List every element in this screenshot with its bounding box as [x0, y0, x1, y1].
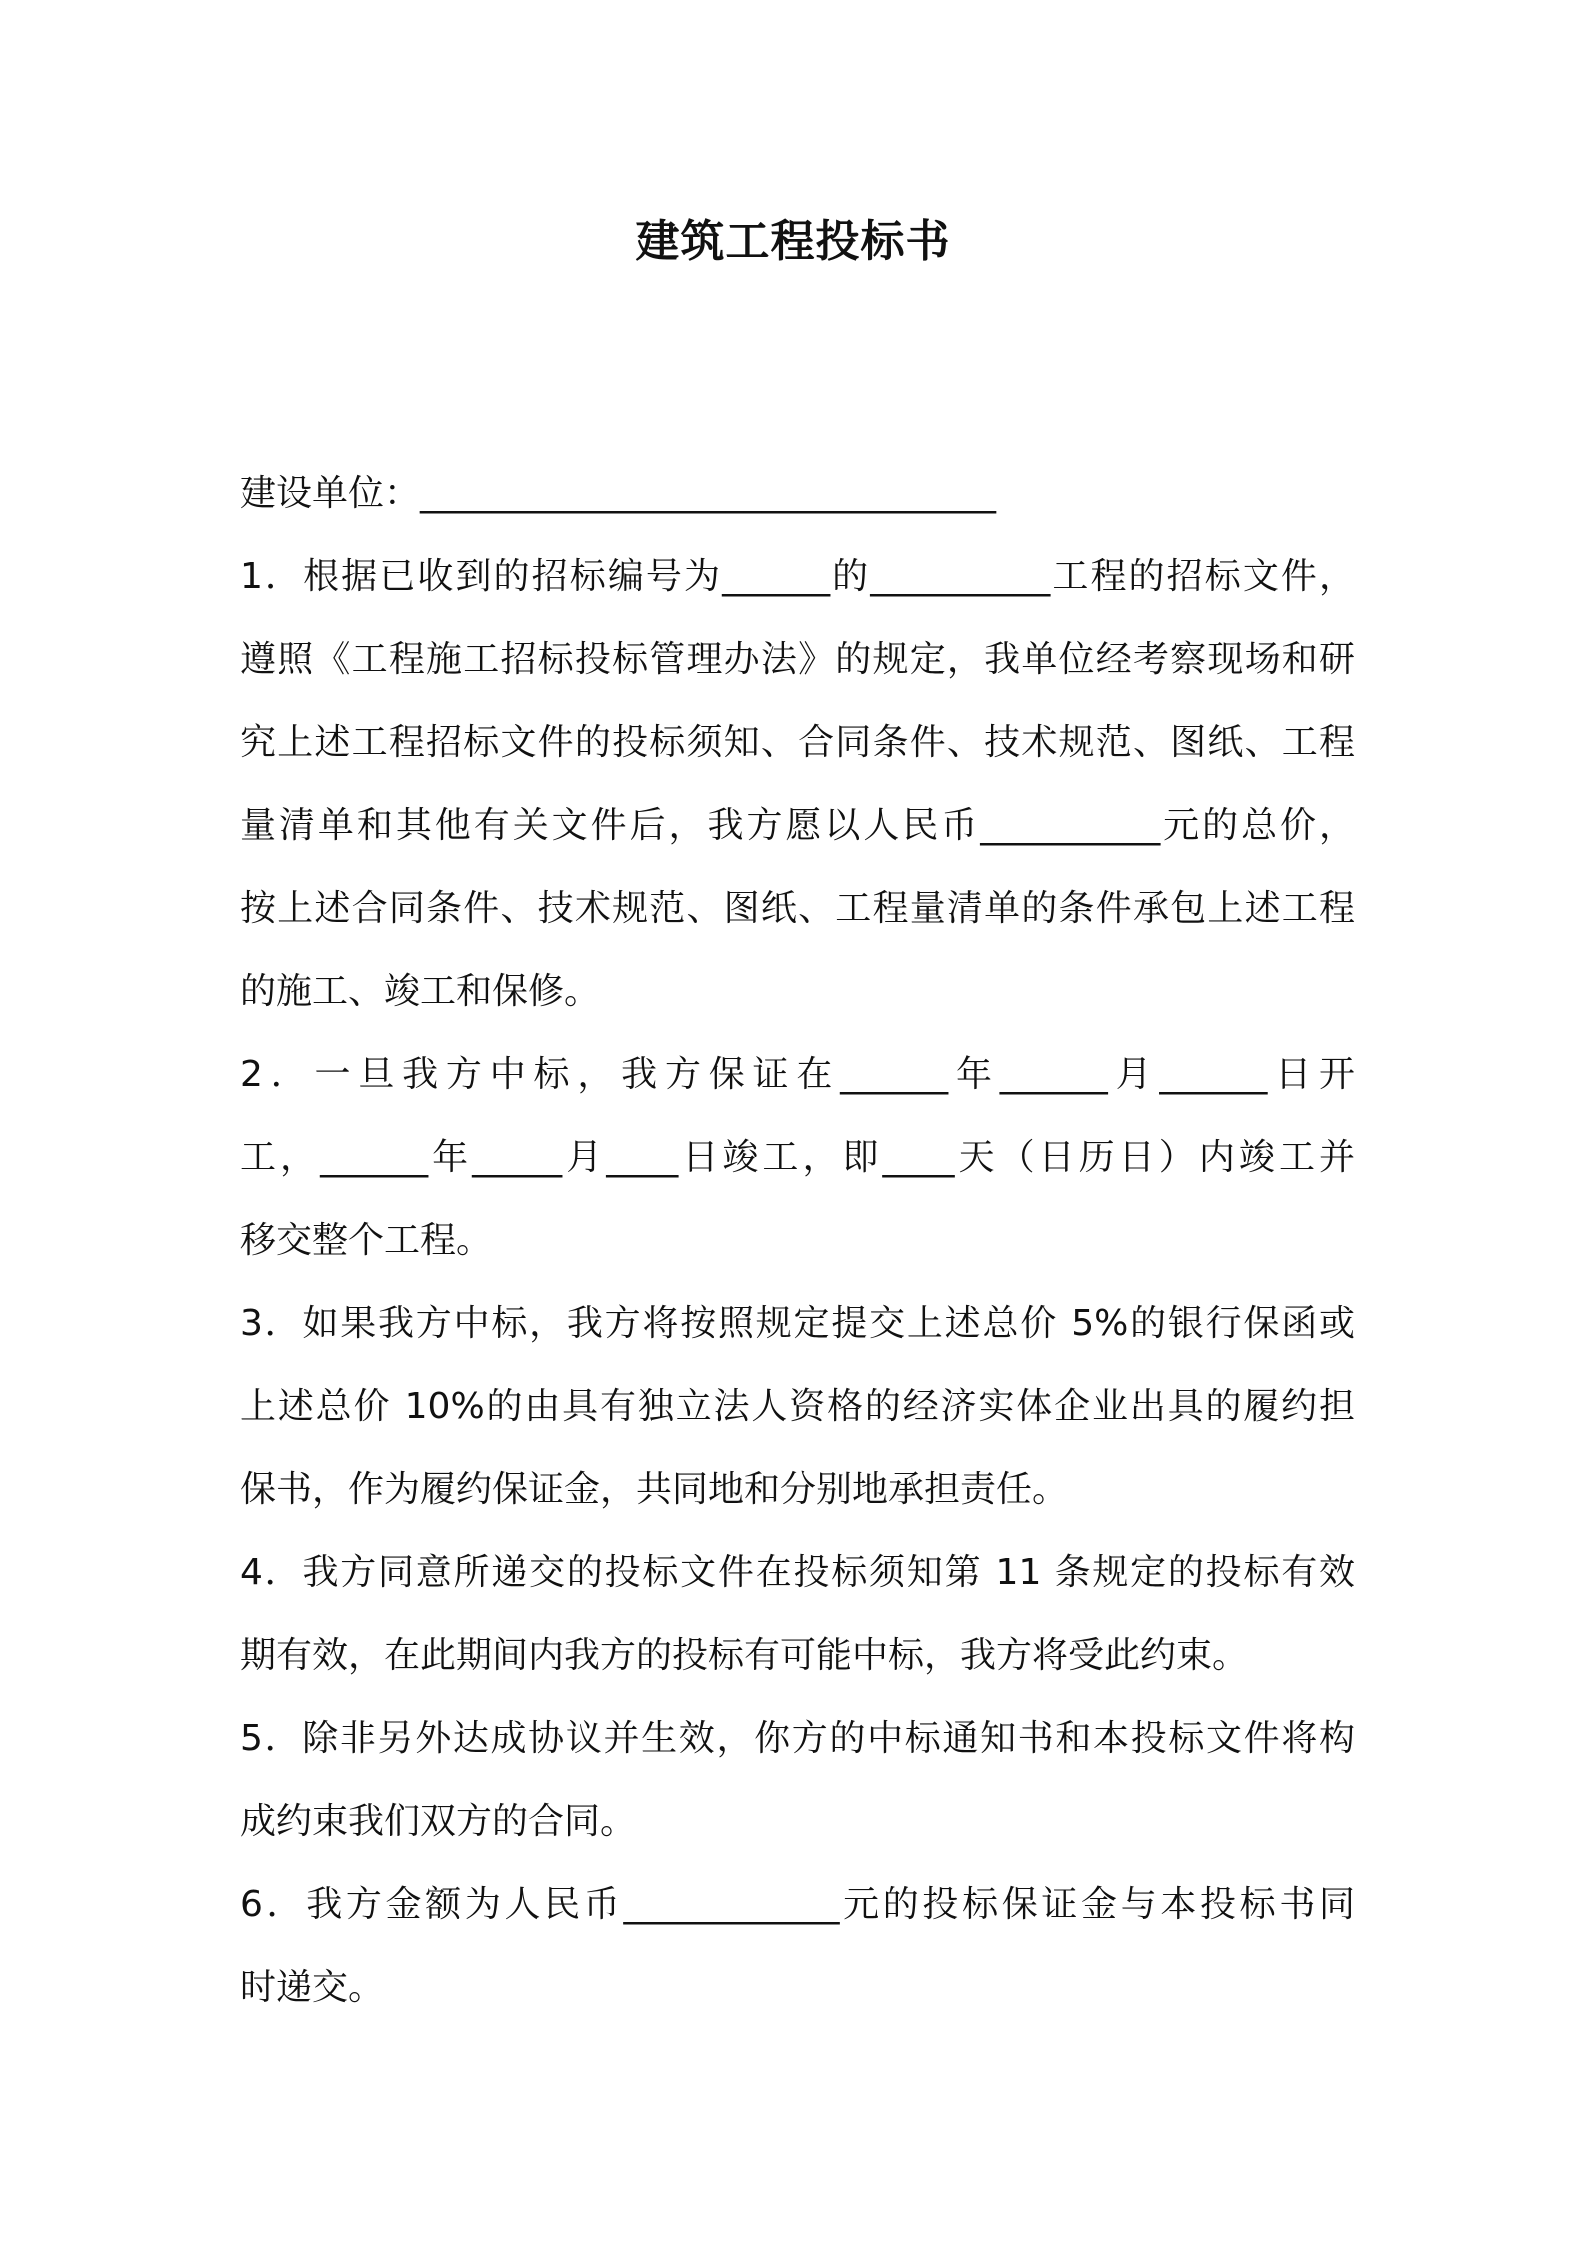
clause-2-line-2: 工，______年_____月____日竣工，即____天（日历日）内竣工并	[240, 1137, 1355, 1178]
clause-5-line-2: 成约束我们双方的合同。	[240, 1801, 637, 1842]
document-body	[240, 452, 1355, 2029]
clause-1-line-1: 1．根据已收到的招标编号为______的__________工程的招标文件，	[240, 556, 1355, 597]
clause-1-line-5: 按上述合同条件、技术规范、图纸、工程量清单的条件承包上述工程	[240, 888, 1355, 929]
clause-3-line-1: 3．如果我方中标，我方将按照规定提交上述总价 5%的银行保函或	[240, 1303, 1355, 1344]
clause-6-line-2: 时递交。	[240, 1967, 385, 2008]
clause-3-line-3: 保书，作为履约保证金，共同地和分别地承担责任。	[240, 1469, 1069, 1510]
clause-1-line-6: 的施工、竣工和保修。	[240, 971, 601, 1012]
document-title: 建筑工程投标书	[635, 216, 951, 267]
clause-4-line-1: 4．我方同意所递交的投标文件在投标须知第 11 条规定的投标有效	[240, 1552, 1355, 1593]
clause-1-line-3: 究上述工程招标文件的投标须知、合同条件、技术规范、图纸、工程	[240, 722, 1355, 763]
construction-unit-line: 建设单位：________________________________	[240, 473, 997, 514]
clause-5-line-1: 5．除非另外达成协议并生效，你方的中标通知书和本投标文件将构	[240, 1718, 1355, 1759]
clause-4-line-2: 期有效，在此期间内我方的投标有可能中标，我方将受此约束。	[240, 1635, 1249, 1676]
clause-2-line-3: 移交整个工程。	[240, 1220, 493, 1261]
clause-3-line-2: 上述总价 10%的由具有独立法人资格的经济实体企业出具的履约担	[240, 1386, 1355, 1427]
clause-6-line-1: 6．我方金额为人民币____________元的投标保证金与本投标书同	[240, 1884, 1355, 1925]
clause-1-line-2: 遵照《工程施工招标投标管理办法》的规定，我单位经考察现场和研	[240, 639, 1355, 680]
clause-1-line-4: 量清单和其他有关文件后，我方愿以人民币__________元的总价，	[240, 805, 1355, 846]
clause-2-line-1: 2．一旦我方中标，我方保证在______年______月______日开	[240, 1054, 1355, 1095]
